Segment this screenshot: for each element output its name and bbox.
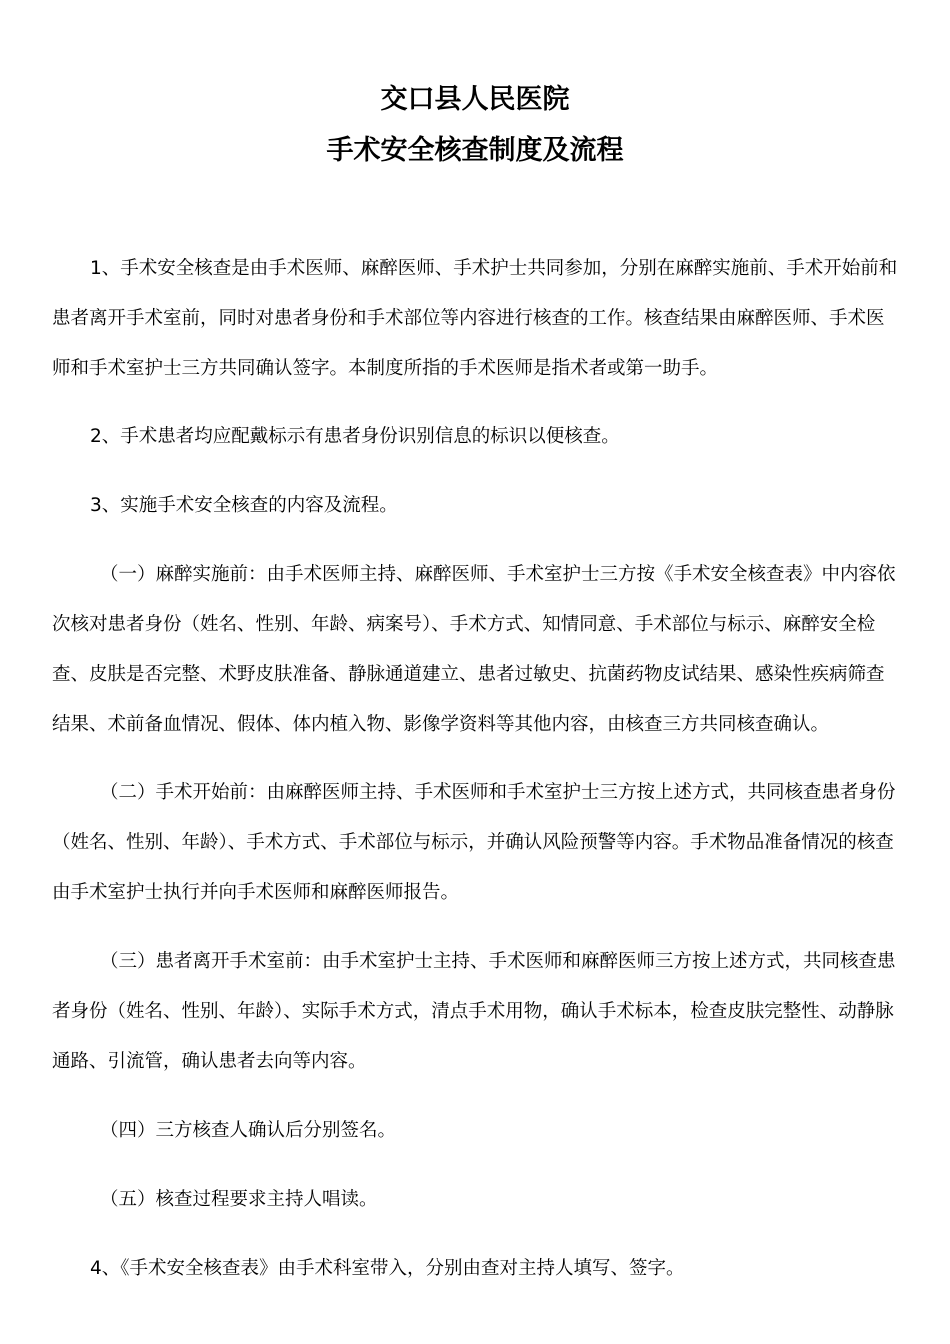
paragraph-3-2: （二）手术开始前：由麻醉医师主持、手术医师和手术室护士三方按上述方式，共同核查患者身份（姓名、性别、年龄）、手术方式、手术部位与标示，并确认风险预警等内容。手术物品准备情况的核查由手术室护士执行并向手术医师和麻醉医师报告。: [52, 782, 896, 903]
hospital-name-title: 交口县人民医院: [380, 84, 570, 115]
paragraph-3-1: （一）麻醉实施前：由手术医师主持、麻醉医师、手术室护士三方按《手术安全核查表》中内容依次核对患者身份（姓名、性别、年龄、病案号）、手术方式、知情同意、手术部位与标示、麻醉安全检查、皮肤是否完整、术野皮肤准备、静脉通道建立、患者过敏史、抗菌药物皮试结果、感染性疾病筛查结果、术前备血情况、假体、体内植入物、影像学资料等其他内容，由核查三方共同核查确认。: [52, 564, 896, 735]
paragraph-3: 3、实施手术安全核查的内容及流程。: [90, 495, 398, 516]
document-title: 手术安全核查制度及流程: [326, 135, 624, 166]
paragraph-3-4: （四）三方核查人确认后分别签名。: [100, 1120, 397, 1141]
paragraph-2: 2、手术患者均应配戴标示有患者身份识别信息的标识以便核查。: [90, 426, 620, 447]
paragraph-3-3: （三）患者离开手术室前：由手术室护士主持、手术医师和麻醉医师三方按上述方式，共同核查患者身份（姓名、性别、年龄）、实际手术方式，清点手术用物，确认手术标本，检查皮肤完整性、动静脉通路、引流管，确认患者去向等内容。: [52, 951, 896, 1072]
paragraph-4: 4、《手术安全核查表》由手术科室带入，分别由查对主持人填写、签字。: [90, 1258, 685, 1279]
paragraph-1: 1、手术安全核查是由手术医师、麻醉医师、手术护士共同参加，分别在麻醉实施前、手术开始前和患者离开手术室前，同时对患者身份和手术部位等内容进行核查的工作。核查结果由麻醉医师、手术医师和手术室护士三方共同确认签字。本制度所指的手术医师是指术者或第一助手。: [52, 258, 898, 379]
paragraph-3-5: （五）核查过程要求主持人唱读。: [100, 1189, 378, 1210]
